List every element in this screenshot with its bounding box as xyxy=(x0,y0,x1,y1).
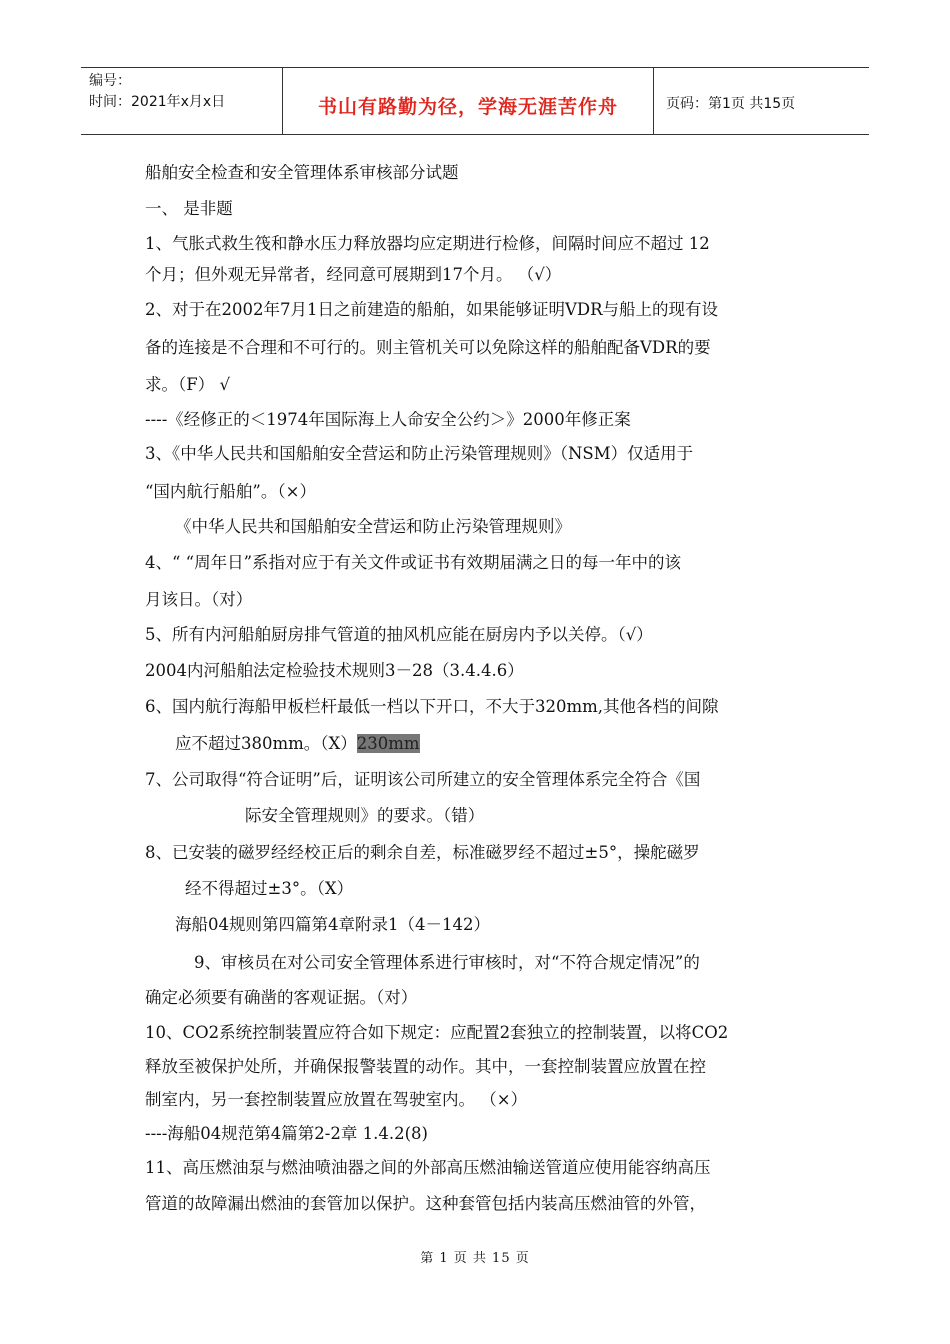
header-page-info: 页码：第1页 共15页 xyxy=(666,96,796,112)
text-line: 月该日。（对） xyxy=(145,590,253,609)
document-number-label: 编号： xyxy=(89,73,131,89)
text-line: 8、已安装的磁罗经经校正后的剩余自差，标准磁罗经不超过±5°，操舵磁罗 xyxy=(145,843,700,862)
reference-line: 《中华人民共和国船舶安全营运和防止污染管理规则》 xyxy=(175,517,571,536)
page-header xyxy=(81,67,869,135)
text-line: 备的连接是不合理和不可行的。则主管机关可以免除这样的船舶配备VDR的要 xyxy=(145,338,711,357)
text-line: 3、《中华人民共和国船舶安全营运和防止污染管理规则》（NSM）仅适用于 xyxy=(145,444,694,463)
document-date-label: 时间：2021年x月x日 xyxy=(89,94,226,110)
header-motto: 书山有路勤为径，学海无涯苦作舟 xyxy=(282,68,654,134)
text-line: 10、CO2系统控制装置应符合如下规定：应配置2套独立的控制装置，以将CO2 xyxy=(145,1023,729,1042)
text-line: 4、“ “周年日”系指对应于有关文件或证书有效期届满之日的每一年中的该 xyxy=(145,553,682,572)
reference-line: ----海船04规范第4篇第2-2章 1.4.2(8) xyxy=(145,1124,428,1143)
page-footer: 第 1 页 共 15 页 xyxy=(420,1251,530,1266)
reference-line: 海船04规则第四篇第4章附录1（4－142） xyxy=(175,915,490,934)
text-line: 6、国内航行海船甲板栏杆最低一档以下开口，不大于320mm,其他各档的间隙 xyxy=(145,697,719,716)
reference-line: ----《经修正的＜1974年国际海上人命安全公约＞》2000年修正案 xyxy=(145,410,631,429)
highlighted-text: 230mm xyxy=(356,734,420,753)
text-line: 个月；但外观无异常者，经同意可展期到17个月。 （√） xyxy=(145,265,562,284)
document-title: 船舶安全检查和安全管理体系审核部分试题 xyxy=(145,163,459,182)
text-line xyxy=(175,734,420,754)
text-line: 求。（F） √ xyxy=(145,375,230,394)
text-segment: 应不超过380mm。（X） xyxy=(175,734,357,753)
text-line: “国内航行船舶”。（×） xyxy=(145,482,316,501)
text-line: 制室内，另一套控制装置应放置在驾驶室内。 （×） xyxy=(145,1090,528,1109)
text-line: 5、所有内河船舶厨房排气管道的抽风机应能在厨房内予以关停。（√） xyxy=(145,625,653,644)
text-line: 1、气胀式救生筏和静水压力释放器均应定期进行检修，间隔时间应不超过 12 xyxy=(145,234,710,253)
text-line: 2、对于在2002年7月1日之前建造的船舶，如果能够证明VDR与船上的现有设 xyxy=(145,300,719,319)
text-line: 释放至被保护处所，并确保报警装置的动作。其中，一套控制装置应放置在控 xyxy=(145,1057,706,1076)
text-line: 际安全管理规则》的要求。（错） xyxy=(245,806,485,825)
text-line: 确定必须要有确凿的客观证据。（对） xyxy=(145,988,418,1007)
text-line: 7、公司取得“符合证明”后，证明该公司所建立的安全管理体系完全符合《国 xyxy=(145,770,701,789)
section-heading: 一、 是非题 xyxy=(145,199,233,218)
text-line: 9、审核员在对公司安全管理体系进行审核时，对“不符合规定情况”的 xyxy=(194,953,700,972)
text-line: 11、高压燃油泵与燃油喷油器之间的外部高压燃油输送管道应使用能容纳高压 xyxy=(145,1158,711,1177)
text-line: 经不得超过±3°。（X） xyxy=(185,879,354,898)
text-line: 管道的故障漏出燃油的套管加以保护。这种套管包括内装高压燃油管的外管， xyxy=(145,1194,706,1213)
reference-line: 2004内河船舶法定检验技术规则3－28（3.4.4.6） xyxy=(145,661,524,680)
header-left-cell xyxy=(81,68,282,134)
